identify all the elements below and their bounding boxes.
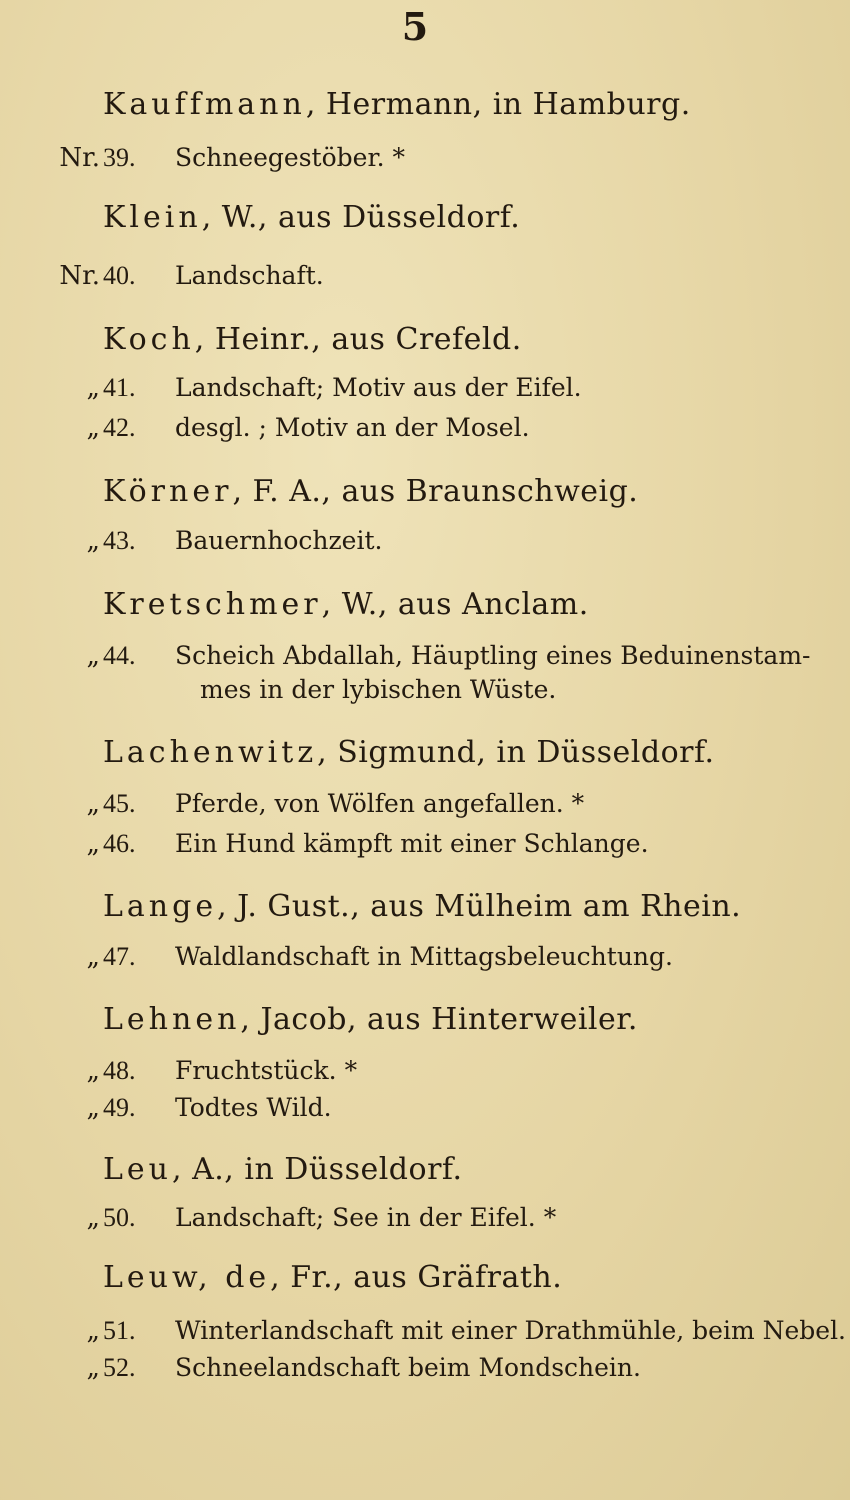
catalog-entry <box>40 640 820 704</box>
entry-prefix: „ <box>86 1203 100 1233</box>
entry-prefix: „ <box>86 1316 100 1346</box>
entry-title: Landschaft; Motiv aus der Eifel. <box>175 373 582 402</box>
entry-number: 40. <box>103 261 136 290</box>
entry-prefix: „ <box>86 413 100 443</box>
entry-number: 44. <box>103 641 136 670</box>
entry-prefix: „ <box>86 1056 100 1086</box>
artist-surname: Lange <box>103 889 218 924</box>
artist-heading <box>103 198 520 238</box>
entry-prefix: Nr. <box>59 143 100 173</box>
entry-prefix: „ <box>86 641 100 671</box>
page-number: 5 <box>401 4 429 49</box>
artist-heading <box>103 585 589 625</box>
entry-prefix: Nr. <box>59 261 100 291</box>
entry-number: 49. <box>103 1093 136 1122</box>
entry-title: Winterlandschaft mit einer Drathmühle, beim Nebel. <box>175 1316 847 1345</box>
catalog-entry <box>40 1092 820 1124</box>
entry-prefix: „ <box>86 1093 100 1123</box>
entry-number: 42. <box>103 413 136 442</box>
artist-surname: Lehnen <box>103 1002 241 1037</box>
artist-details: , Sigmund, in Düsseldorf. <box>317 735 715 770</box>
artist-surname: Kretschmer <box>103 587 322 622</box>
artist-heading <box>103 320 522 360</box>
entry-prefix: „ <box>86 373 100 403</box>
catalog-entry <box>40 1315 847 1347</box>
entry-title: Fruchtstück. * <box>175 1056 358 1085</box>
entry-number: 51. <box>103 1316 136 1345</box>
artist-details: , A., in Düsseldorf. <box>172 1152 463 1187</box>
artist-heading <box>103 733 715 773</box>
artist-heading <box>103 887 741 927</box>
entry-number: 39. <box>103 143 136 172</box>
catalog-entry <box>40 260 820 292</box>
artist-details: , J. Gust., aus Mülheim am Rhein. <box>217 889 742 924</box>
entry-title-continuation: mes in der lybischen Wüste. <box>200 675 557 704</box>
artist-details: , F. A., aus Braunschweig. <box>232 474 639 509</box>
catalog-entry <box>40 788 820 820</box>
entry-prefix: „ <box>86 789 100 819</box>
entry-title: desgl. ; Motiv an der Mosel. <box>175 413 530 442</box>
artist-surname: Leu <box>103 1152 172 1187</box>
catalog-entry <box>40 1202 820 1234</box>
entry-prefix: „ <box>86 829 100 859</box>
artist-details: , W., aus Düsseldorf. <box>201 200 521 235</box>
catalog-entry <box>40 142 820 174</box>
entry-prefix: „ <box>86 526 100 556</box>
artist-heading <box>103 472 638 512</box>
artist-heading <box>103 1258 562 1298</box>
artist-heading <box>103 85 691 125</box>
entry-title: Landschaft. <box>175 261 324 290</box>
entry-number: 50. <box>103 1203 136 1232</box>
artist-details: , Fr., aus Gräfrath. <box>270 1260 563 1295</box>
catalog-entry <box>40 525 820 557</box>
catalog-entry <box>40 828 820 860</box>
artist-details: , Jacob, aus Hinterweiler. <box>240 1002 638 1037</box>
entry-title: Pferde, von Wölfen angefallen. * <box>175 789 585 818</box>
artist-surname: Klein <box>103 200 202 235</box>
entry-number: 48. <box>103 1056 136 1085</box>
entry-title: Ein Hund kämpft mit einer Schlange. <box>175 829 649 858</box>
entry-title: Schneelandschaft beim Mondschein. <box>175 1353 641 1382</box>
artist-heading <box>103 1150 463 1190</box>
artist-details: , Heinr., aus Crefeld. <box>194 322 522 357</box>
catalog-entry <box>40 412 820 444</box>
entry-title: Schneegestöber. * <box>175 143 406 172</box>
entry-title: Waldlandschaft in Mittagsbeleuchtung. <box>175 942 673 971</box>
entry-number: 52. <box>103 1353 136 1382</box>
entry-prefix: „ <box>86 942 100 972</box>
entry-prefix: „ <box>86 1353 100 1383</box>
entry-number: 47. <box>103 942 136 971</box>
artist-details: , Hermann, in Hamburg. <box>305 87 691 122</box>
artist-surname: Körner <box>103 474 233 509</box>
catalog-entry <box>40 1055 820 1087</box>
entry-number: 41. <box>103 373 136 402</box>
catalog-entry <box>40 372 820 404</box>
artist-surname: Leuw, de <box>103 1260 271 1295</box>
entry-number: 45. <box>103 789 136 818</box>
entry-title: Landschaft; See in der Eifel. * <box>175 1203 557 1232</box>
artist-details: , W., aus Anclam. <box>321 587 589 622</box>
catalog-entry <box>40 1352 820 1384</box>
catalog-entry <box>40 941 820 973</box>
entry-title: Scheich Abdallah, Häuptling eines Beduinenstam- <box>175 641 811 670</box>
artist-heading <box>103 1000 638 1040</box>
artist-surname: Kauffmann <box>103 87 306 122</box>
entry-title: Bauernhochzeit. <box>175 526 383 555</box>
entry-title: Todtes Wild. <box>175 1093 332 1122</box>
artist-surname: Koch <box>103 322 195 357</box>
entry-number: 46. <box>103 829 136 858</box>
entry-number: 43. <box>103 526 136 555</box>
artist-surname: Lachenwitz <box>103 735 318 770</box>
